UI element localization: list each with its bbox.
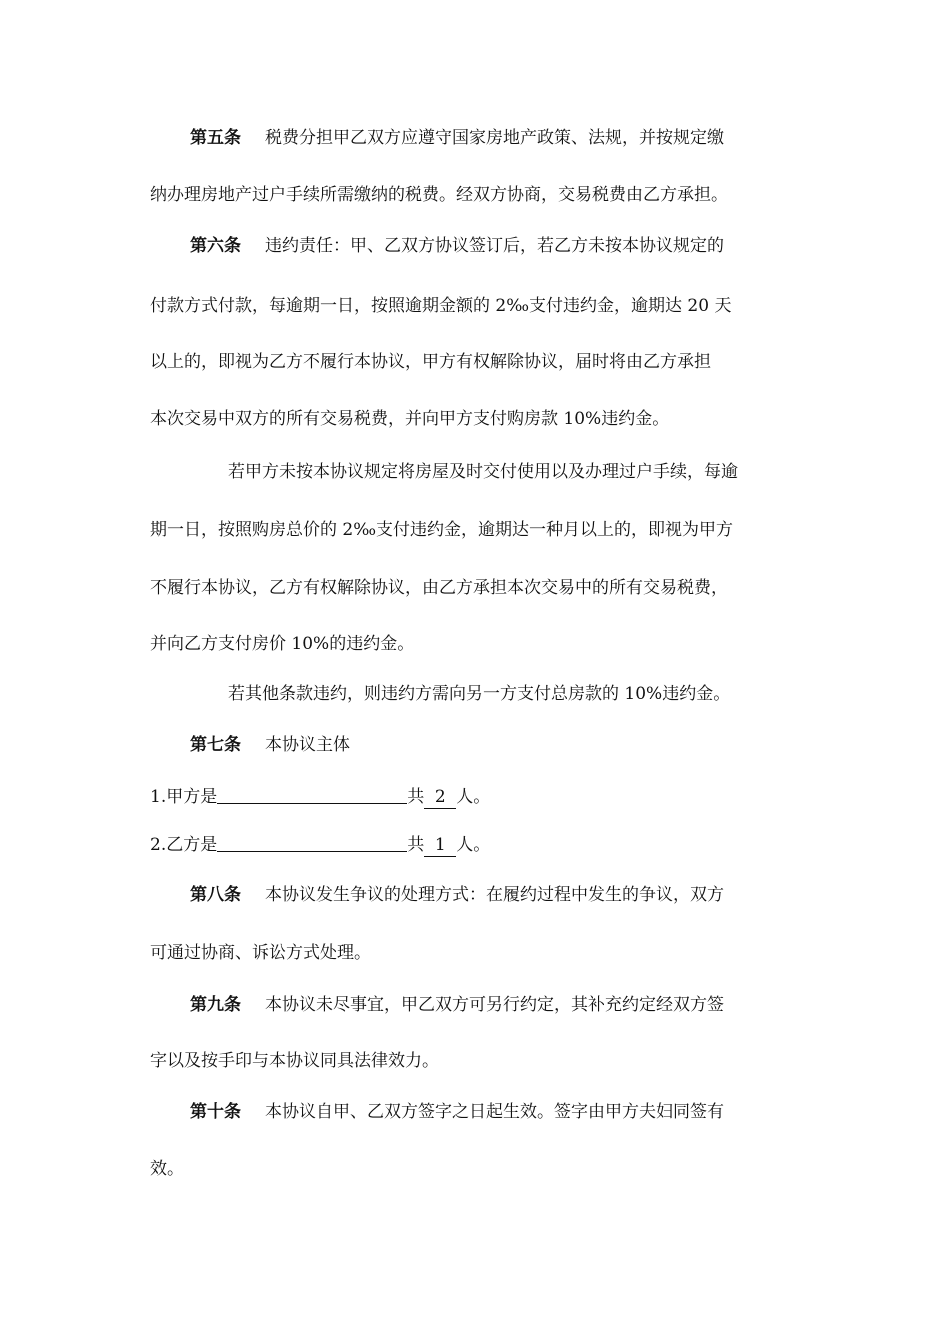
party-b-blank: [217, 834, 407, 852]
article-10-line-1: [190, 1101, 724, 1123]
article-6-line-4: 本次交易中双方的所有交易税费，并向甲方支付购房款 10%违约金。: [150, 409, 670, 429]
party-b-count-prefix: 共: [407, 835, 425, 855]
article-7-title: 第七条: [190, 735, 241, 755]
article-6-text: 违约责任：甲、乙双方协议签订后，若乙方未按本协议规定的: [265, 236, 724, 256]
article-9-title: 第九条: [190, 995, 241, 1015]
article-10-text: 本协议自甲、乙双方签字之日起生效。签字由甲方夫妇同签有: [265, 1102, 724, 1122]
article-6-line-2: 付款方式付款，每逾期一日，按照逾期金额的 2‰支付违约金，逾期达 20 天: [150, 296, 732, 316]
article-8-line-1: [190, 884, 724, 906]
article-9-text: 本协议未尽事宜，甲乙双方可另行约定，其补充约定经双方签: [265, 995, 724, 1015]
party-a-count-suffix: 人。: [456, 787, 491, 807]
article-6-para-2-line-1: 若甲方未按本协议规定将房屋及时交付使用以及办理过户手续，每逾: [228, 462, 738, 482]
party-a-count-prefix: 共: [407, 787, 425, 807]
party-b-line: [150, 834, 490, 857]
party-b-count-suffix: 人。: [456, 835, 491, 855]
article-10-line-2: 效。: [150, 1159, 184, 1179]
article-5-title: 第五条: [190, 128, 241, 148]
article-10-title: 第十条: [190, 1102, 241, 1122]
article-5-line-1: [190, 127, 724, 149]
article-9-line-1: [190, 994, 724, 1016]
article-7-text: 本协议主体: [265, 735, 350, 755]
article-6-para-2-line-2: 期一日，按照购房总价的 2‰支付违约金，逾期达一种月以上的，即视为甲方: [150, 520, 734, 540]
article-5-line-2: 纳办理房地产过户手续所需缴纳的税费。经双方协商，交易税费由乙方承担。: [150, 185, 728, 205]
party-b-label: 2.乙方是: [150, 835, 218, 855]
article-6-para-3: 若其他条款违约，则违约方需向另一方支付总房款的 10%违约金。: [228, 684, 731, 704]
party-a-blank: [217, 786, 407, 804]
article-6-line-1: [190, 235, 724, 257]
article-9-line-2: 字以及按手印与本协议同具法律效力。: [150, 1051, 439, 1071]
article-6-line-3: 以上的，即视为乙方不履行本协议，甲方有权解除协议，届时将由乙方承担: [150, 352, 711, 372]
article-5-text: 税费分担甲乙双方应遵守国家房地产政策、法规，并按规定缴: [265, 128, 724, 148]
article-8-title: 第八条: [190, 885, 241, 905]
article-7-line: [190, 734, 350, 756]
article-8-text: 本协议发生争议的处理方式：在履约过程中发生的争议，双方: [265, 885, 724, 905]
article-6-para-2-line-3: 不履行本协议，乙方有权解除协议，由乙方承担本次交易中的所有交易税费，: [150, 578, 728, 598]
article-6-para-2-line-4: 并向乙方支付房价 10%的违约金。: [150, 634, 415, 654]
party-b-count: 1: [424, 834, 456, 857]
party-a-label: 1.甲方是: [150, 787, 218, 807]
article-6-title: 第六条: [190, 236, 241, 256]
party-a-count: 2: [424, 786, 456, 809]
party-a-line: [150, 786, 490, 809]
article-8-line-2: 可通过协商、诉讼方式处理。: [150, 943, 371, 963]
